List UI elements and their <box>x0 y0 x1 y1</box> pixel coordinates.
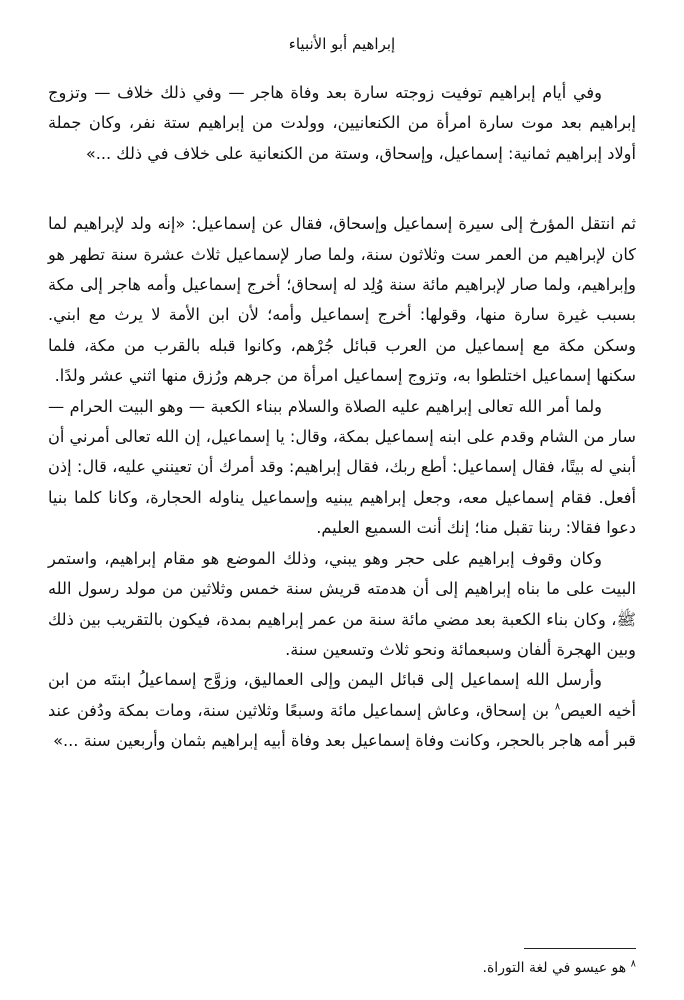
body-text <box>48 78 636 757</box>
paragraph-2: ثم انتقل المؤرخ إلى سيرة إسماعيل وإسحاق، فقال عن إسماعيل: «إنه ولد لإبراهيم لما كان لإبراهيم من العمر ست وثلاثون سنة، ولما صار لإسماعيل ثلاث عشرة سنة تطهر هو وإبراهيم، ولما صار لإبراهيم مائة سنة وُلِد له إسحاق؛ أخرج إسماعيل وأمه هاجر إلى مكة بسبب غيرة سارة منها، وقولها: أخرج إسماعيل وأمه؛ لأن ابن الأمة لا يرث مع ابني. وسكن مكة مع إسماعيل من العرب قبائل جُرْهم، وكانوا قبله بالقرب من مكة، فلما سكنها إسماعيل اختلطوا به، وتزوج إسماعيل امرأة من جرهم ورُزق منها اثني عشر ولدًا. <box>48 214 636 386</box>
footnote-reference[interactable]: ٨ <box>554 701 561 713</box>
paragraph-1: وفي أيام إبراهيم توفيت زوجته سارة بعد وفاة هاجر — وفي ذلك خلاف — وتزوج إبراهيم بعد موت سارة امرأة من الكنعانيين، وولدت من إبراهيم ستة نفر، وكان جملة أولاد إبراهيم ثمانية: إسماعيل، وإسحاق، وستة من الكنعانية على خلاف في ذلك ...» <box>48 83 636 163</box>
paragraph-4: وكان وقوف إبراهيم على حجر وهو يبني، وذلك الموضع هو مقام إبراهيم، واستمر البيت على ما بناه إبراهيم إلى أن هدمته قريش سنة خمس وثلاثين من مولد رسول الله ﷺ، وكان بناء الكعبة بعد مضي مائة سنة من عمر إبراهيم بمدة، فيكون بالتقريب بين ذلك وبين الهجرة ألفان وسبعمائة ونحو ثلاث وتسعين سنة. <box>48 548 636 659</box>
footnote-marker: ٨ <box>630 958 636 970</box>
running-header: إبراهيم أبو الأنبياء <box>288 35 396 53</box>
footnote-divider <box>524 948 636 949</box>
footnote <box>48 957 636 979</box>
paragraph-5 <box>48 665 636 756</box>
paragraph-5-text-before: وأرسل الله إسماعيل إلى قبائل اليمن وإلى العماليق، وزوَّج إسماعيلُ ابنتَه من ابن أخيه العيص <box>48 670 637 720</box>
paragraph-5-text-after: بن إسحاق، وعاش إسماعيل مائة وسبعًا وثلاثين سنة، ومات بمكة ودُفن عند قبر أمه هاجر بالحجر، وكانت وفاة إسماعيل بعد وفاة أبيه إبراهيم بثمان وأربعين سنة ...» <box>48 700 636 751</box>
footnote-text: هو عيسو في لغة التوراة. <box>482 960 631 976</box>
paragraph-3: ولما أمر الله تعالى إبراهيم عليه الصلاة والسلام ببناء الكعبة — وهو البيت الحرام — سار من الشام وقدم على ابنه إسماعيل بمكة، وقال: يا إسماعيل، إن الله تعالى أمرني أن أبني له بيتًا، فقال إسماعيل: أطع ربك، فقال إبراهيم: وقد أمرك أن تعينني عليه، قال: إذن أفعل. فقام إسماعيل معه، وجعل إبراهيم يبنيه وإسماعيل يناوله الحجارة، وكانا كلما بنيا دعوا فقالا: ربنا تقبل منا؛ إنك أنت السميع العليم. <box>48 396 636 538</box>
